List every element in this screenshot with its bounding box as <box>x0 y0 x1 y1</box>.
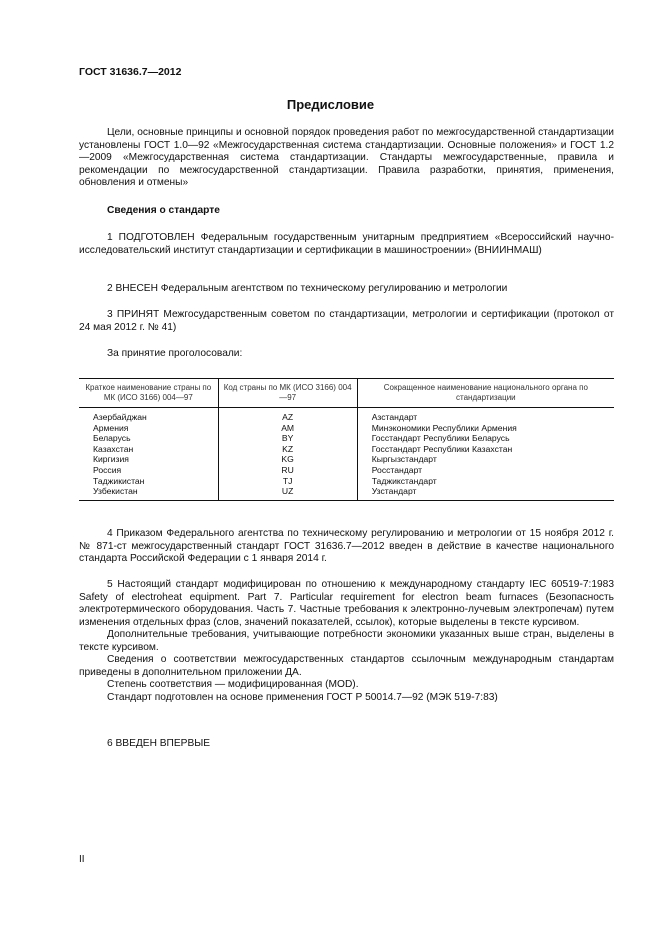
voting-table <box>79 378 614 501</box>
table-cell-body: Госстандарт Республики Казахстан <box>371 443 513 454</box>
table-row <box>79 433 614 444</box>
table-cell-country: Армения <box>93 422 129 433</box>
table-cell-body: Минэкономики Республики Армения <box>371 422 517 433</box>
item-compliance-degree: Степень соответствия — модифицированная (MOD). <box>107 679 359 690</box>
table-row <box>79 486 614 500</box>
page-number: II <box>79 854 85 865</box>
intro-paragraph: Цели, основные принципы и основной порядок проведения работ по межгосударственной стандартизации установлены ГОСТ 1.0—92 «Межгосударственная система стандартизации. Основные положения» и ГОСТ 1.2—2009 «Межгосударственная система стандартизации. Стандарты межгосударственные, правила и рекомендации по межгосударственной стандартизации. Правила разработки, принятия, применения, обновления и отмены» <box>79 127 614 188</box>
table-cell-body: Росстандарт <box>371 464 423 475</box>
table-cell-country: Казахстан <box>93 443 134 454</box>
table-cell-country: Азербайджан <box>93 412 147 422</box>
table-cell-code: BY <box>218 433 357 444</box>
item-prepared: 1 ПОДГОТОВЛЕН Федеральным государственным унитарным предприятием «Всероссийский научно-исследовательский институт стандартизации и сертификации в машиностроении» (ВНИИНМАШ) <box>79 232 614 256</box>
table-cell-body: Таджикстандарт <box>371 475 437 486</box>
item1-block <box>79 232 614 257</box>
table-cell-country: Таджикистан <box>93 475 145 486</box>
voted-label: За принятие проголосовали: <box>107 348 243 359</box>
item-additional-requirements: Дополнительные требования, учитывающие потребности экономики указанных выше стран, выделены в тексте курсивом. <box>79 629 614 653</box>
item5-block <box>79 579 614 704</box>
voted-block <box>79 348 614 361</box>
table-cell-code: KG <box>218 454 357 465</box>
table-cell-body: Узстандарт <box>357 486 614 500</box>
table-cell-country: Беларусь <box>93 433 131 444</box>
item2-block <box>79 283 614 296</box>
item-submitted: 2 ВНЕСЕН Федеральным агентством по техническому регулированию и метрологии <box>107 283 508 294</box>
table-cell-code: RU <box>218 465 357 476</box>
table-row <box>79 454 614 465</box>
table-cell-body: Азстандарт <box>371 412 418 422</box>
table-header-body: Сокращенное наименование национального органа по стандартизации <box>357 379 614 408</box>
document-header: ГОСТ 31636.7—2012 <box>79 66 182 78</box>
table-cell-code: UZ <box>218 486 357 500</box>
table-cell-country: Россия <box>93 464 122 475</box>
table-cell-body: Госстандарт Республики Беларусь <box>371 433 510 444</box>
table-header-country: Краткое наименование страны по МК (ИСО 3166) 004—97 <box>79 379 218 408</box>
table-row <box>79 476 614 487</box>
standard-info-heading: Сведения о стандарте <box>107 205 220 216</box>
table-cell-country: Узбекистан <box>79 486 218 500</box>
table-cell-code: AM <box>218 423 357 434</box>
item-adopted: 3 ПРИНЯТ Межгосударственным советом по стандартизации, метрологии и сертификации (протокол от 24 мая 2012 г. № 41) <box>79 309 614 333</box>
table-header-code: Код страны по МК (ИСО 3166) 004—97 <box>218 379 357 408</box>
table-cell-code: KZ <box>218 444 357 455</box>
item6-block <box>79 738 614 751</box>
item-modified: 5 Настоящий стандарт модифицирован по отношению к международному стандарту IEC 60519-7:1983 Safety of electroheat equipment. Part 7. Particular requirement for electron beam furnaces (Безопасность электротермического оборудования. Часть 7. Частные требования к электронно-лучевым электропечам) путем изменения отдельных фраз (слов, значений показателей, ссылок), которые выделены в тексте курсивом. <box>79 579 614 628</box>
item3-block <box>79 309 614 334</box>
item-compliance-info: Сведения о соответствии межгосударственных стандартов ссылочным международным стандартам приведены в дополнительном приложении ДА. <box>79 654 614 678</box>
table-row <box>79 423 614 434</box>
intro-block <box>79 127 614 190</box>
table-row <box>79 408 614 423</box>
table-cell-code: TJ <box>218 476 357 487</box>
item-introduced: 6 ВВЕДЕН ВПЕРВЫЕ <box>107 738 211 749</box>
table-cell-body: Кыргызстандарт <box>371 454 437 465</box>
table-row <box>79 465 614 476</box>
item-enacted: 4 Приказом Федерального агентства по техническому регулированию и метрологии от 15 ноября 2012 г. № 871-ст межгосударственный стандарт ГОСТ 31636.7—2012 введен в действие в качестве национального стандарта Российской Федерации с 1 января 2014 г. <box>79 528 614 564</box>
table-row <box>79 444 614 455</box>
table-cell-country: Киргизия <box>93 454 129 465</box>
table-header-row <box>79 379 614 408</box>
item-based-on: Стандарт подготовлен на основе применения ГОСТ Р 50014.7—92 (МЭК 519-7:83) <box>107 691 498 703</box>
table-cell-code: AZ <box>218 408 357 423</box>
item4-block <box>79 528 614 566</box>
subheading-block <box>79 205 614 218</box>
page-title: Предисловие <box>286 97 375 112</box>
